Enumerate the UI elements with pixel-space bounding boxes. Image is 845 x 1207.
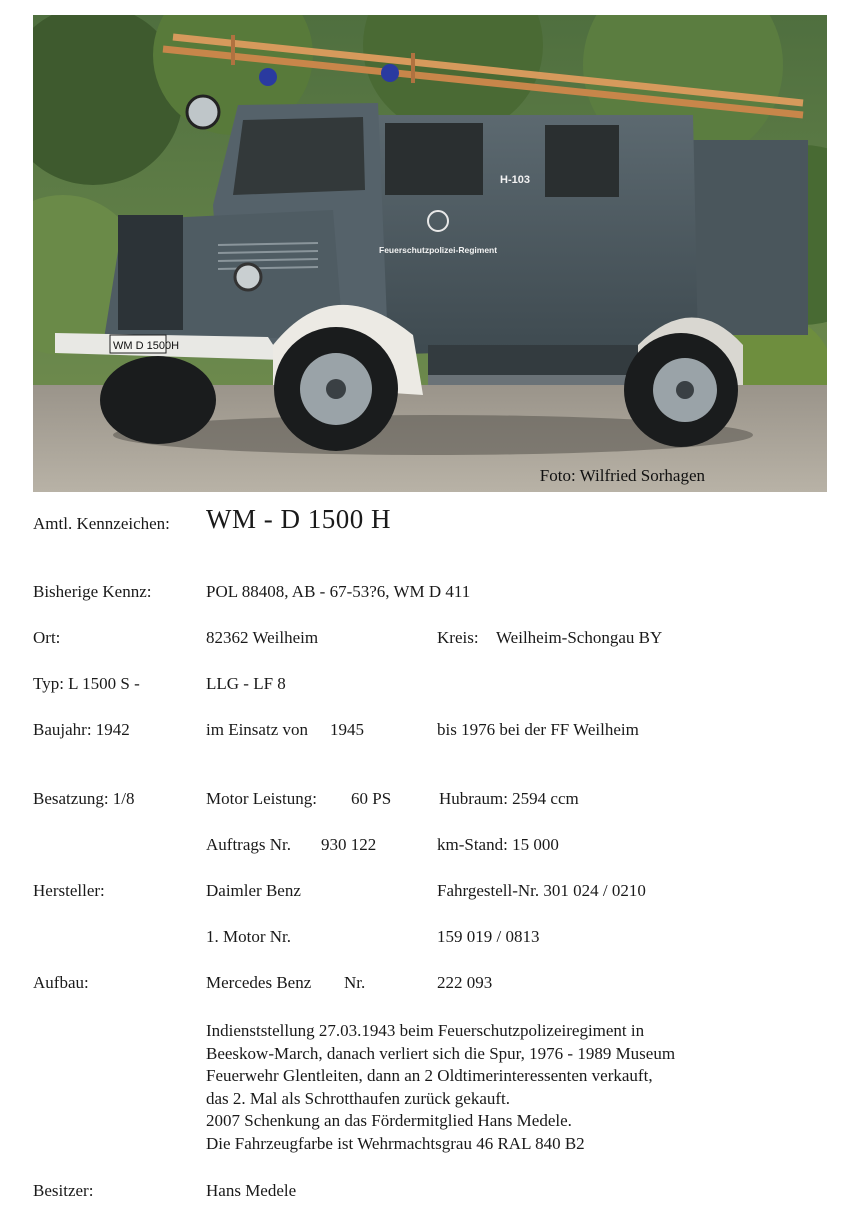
- typ-value: LLG - LF 8: [206, 674, 286, 693]
- kreis-value: Weilheim-Schongau BY: [496, 628, 663, 647]
- motor-label: Motor Leistung:: [206, 789, 317, 808]
- history-line: Beeskow-March, danach verliert sich die Spur, 1976 - 1989 Museum: [206, 1043, 676, 1063]
- hersteller-label: Hersteller:: [33, 881, 105, 900]
- front-wheel: [274, 327, 398, 451]
- aufbau-value: Mercedes Benz: [206, 973, 312, 992]
- left-front-wheel: [100, 356, 216, 444]
- auftrag-label: Auftrags Nr.: [206, 835, 291, 854]
- kennzeichen-label: Amtl. Kennzeichen:: [33, 514, 170, 533]
- aufbau-nr-value: 222 093: [437, 973, 493, 992]
- license-plate: WM D 1500H: [113, 340, 180, 352]
- besatzung-label: Besatzung: 1/8: [33, 789, 135, 808]
- motor-value: 60 PS: [351, 789, 392, 808]
- history-paragraph: [206, 1020, 806, 1155]
- bisherige-value: POL 88408, AB - 67-53?6, WM D 411: [206, 582, 471, 601]
- einsatz-label: im Einsatz von: [206, 720, 308, 739]
- history-line: Feuerwehr Glentleiten, dann an 2 Oldtimerinteressenten verkauft,: [206, 1066, 653, 1085]
- motornr-label: 1. Motor Nr.: [206, 927, 291, 946]
- vehicle-photo: [33, 15, 827, 492]
- ort-label: Ort:: [33, 628, 61, 647]
- besitzer-value: Hans Medele: [206, 1181, 297, 1200]
- aufbau-nr-label: Nr.: [344, 973, 366, 992]
- kennzeichen-value: WM - D 1500 H: [206, 504, 391, 534]
- hubraum: Hubraum: 2594 ccm: [439, 789, 579, 808]
- bisherige-label: Bisherige Kennz:: [33, 582, 152, 601]
- ort-value: 82362 Weilheim: [206, 628, 319, 647]
- auftrag-value: 930 122: [321, 835, 377, 854]
- history-line: das 2. Mal als Schrotthaufen zurück gekauft.: [206, 1088, 511, 1108]
- rear-wheel: [624, 333, 738, 447]
- einsatz-from: 1945: [330, 720, 364, 739]
- history-line: Die Fahrzeugfarbe ist Wehrmachtsgrau 46 RAL 840 B2: [206, 1133, 585, 1153]
- photo-credit: Foto: Wilfried Sorhagen: [539, 466, 705, 485]
- fire-truck-illustration: [33, 15, 827, 492]
- motornr-value: 159 019 / 0813: [437, 927, 540, 946]
- fahrgestell-nr: Fahrgestell-Nr. 301 024 / 0210: [437, 881, 646, 900]
- history-line: 2007 Schenkung an das Fördermitglied Hans Medele.: [206, 1111, 572, 1130]
- kreis-label: Kreis:: [437, 628, 479, 647]
- baujahr-label: Baujahr: 1942: [33, 720, 130, 739]
- history-line: Indienststellung 27.03.1943 beim Feuerschutzpolizeiregiment in: [206, 1021, 645, 1040]
- hersteller-value: Daimler Benz: [206, 881, 301, 900]
- km-stand: km-Stand: 15 000: [437, 835, 559, 854]
- typ-label: Typ: L 1500 S -: [33, 674, 140, 693]
- door-lettering: Feuerschutzpolizei-Regiment: [379, 245, 498, 255]
- aufbau-label: Aufbau:: [33, 973, 89, 992]
- vehicle-number-marking: H-103: [500, 174, 530, 186]
- einsatz-to: bis 1976 bei der FF Weilheim: [437, 720, 639, 739]
- besitzer-label: Besitzer:: [33, 1181, 94, 1200]
